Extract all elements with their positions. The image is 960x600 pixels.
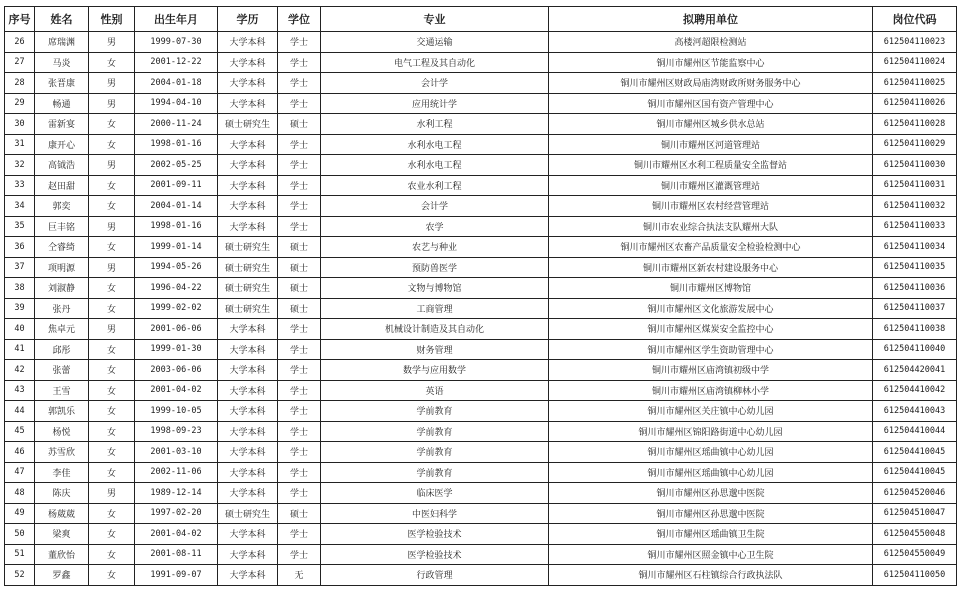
table-row [5,360,957,381]
cell-birthdate: 2001-04-02 [135,524,218,545]
cell-position-code: 612504110031 [873,175,957,196]
cell-name: 焦卓元 [35,319,89,340]
cell-degree: 学士 [278,483,321,504]
cell-degree: 硕士 [278,503,321,524]
cell-name: 苏雪欣 [35,442,89,463]
cell-position-code: 612504110030 [873,155,957,176]
cell-birthdate: 1999-10-05 [135,401,218,422]
cell-gender: 女 [89,339,135,360]
cell-education: 大学本科 [218,216,278,237]
cell-major: 电气工程及其自动化 [321,52,549,73]
cell-name: 张丹 [35,298,89,319]
cell-index: 49 [5,503,35,524]
cell-position-code: 612504110036 [873,278,957,299]
table-row [5,237,957,258]
header-name: 姓名 [35,7,89,32]
cell-birthdate: 2001-08-11 [135,544,218,565]
cell-position-code: 612504410045 [873,442,957,463]
cell-name: 王雪 [35,380,89,401]
cell-major: 文物与博物馆 [321,278,549,299]
cell-major: 预防兽医学 [321,257,549,278]
table-row [5,52,957,73]
cell-position-code: 612504110038 [873,319,957,340]
cell-gender: 男 [89,483,135,504]
cell-employer: 铜川市耀州区照金镇中心卫生院 [549,544,873,565]
cell-degree: 学士 [278,93,321,114]
cell-major: 农艺与种业 [321,237,549,258]
cell-gender: 女 [89,442,135,463]
cell-gender: 女 [89,544,135,565]
cell-index: 40 [5,319,35,340]
cell-index: 52 [5,565,35,586]
cell-education: 大学本科 [218,319,278,340]
cell-major: 水利水电工程 [321,134,549,155]
header-index: 序号 [5,7,35,32]
cell-degree: 无 [278,565,321,586]
cell-degree: 学士 [278,32,321,53]
cell-employer: 铜川市耀州区庙湾镇初级中学 [549,360,873,381]
table-row [5,175,957,196]
header-gender: 性别 [89,7,135,32]
cell-birthdate: 1999-01-30 [135,339,218,360]
cell-major: 学前教育 [321,421,549,442]
cell-index: 41 [5,339,35,360]
cell-position-code: 612504110029 [873,134,957,155]
cell-name: 刘淑静 [35,278,89,299]
cell-index: 47 [5,462,35,483]
cell-index: 38 [5,278,35,299]
table-row [5,134,957,155]
cell-education: 大学本科 [218,93,278,114]
cell-employer: 铜川市耀州区瑶曲镇卫生院 [549,524,873,545]
cell-birthdate: 1994-04-10 [135,93,218,114]
table-row [5,155,957,176]
table-row [5,93,957,114]
cell-employer: 高楼河超限检测站 [549,32,873,53]
cell-birthdate: 1996-04-22 [135,278,218,299]
cell-gender: 男 [89,257,135,278]
cell-employer: 铜川市耀州区孙思邈中医院 [549,503,873,524]
cell-education: 大学本科 [218,565,278,586]
cell-index: 44 [5,401,35,422]
cell-name: 席瑞渊 [35,32,89,53]
cell-name: 康开心 [35,134,89,155]
cell-education: 硕士研究生 [218,298,278,319]
cell-employer: 铜川市耀州区学生资助管理中心 [549,339,873,360]
cell-position-code: 612504110023 [873,32,957,53]
cell-education: 大学本科 [218,462,278,483]
cell-employer: 铜川市耀州区新农村建设服务中心 [549,257,873,278]
cell-name: 畅通 [35,93,89,114]
cell-name: 杨葳葳 [35,503,89,524]
table-row [5,442,957,463]
cell-major: 水利工程 [321,114,549,135]
cell-degree: 学士 [278,544,321,565]
cell-position-code: 612504110037 [873,298,957,319]
table-row [5,565,957,586]
cell-name: 项明源 [35,257,89,278]
cell-education: 硕士研究生 [218,278,278,299]
cell-position-code: 612504110050 [873,565,957,586]
table-row [5,196,957,217]
cell-employer: 铜川市耀州区农村经营管理站 [549,196,873,217]
cell-name: 杨悦 [35,421,89,442]
cell-position-code: 612504110024 [873,52,957,73]
cell-position-code: 612504110025 [873,73,957,94]
cell-degree: 学士 [278,155,321,176]
cell-position-code: 612504410044 [873,421,957,442]
table-row [5,216,957,237]
cell-major: 医学检验技术 [321,544,549,565]
cell-gender: 女 [89,524,135,545]
cell-position-code: 612504110040 [873,339,957,360]
cell-employer: 铜川市耀州区孙思邈中医院 [549,483,873,504]
cell-major: 中医妇科学 [321,503,549,524]
cell-gender: 女 [89,52,135,73]
cell-education: 大学本科 [218,544,278,565]
cell-name: 赵田甜 [35,175,89,196]
cell-index: 46 [5,442,35,463]
cell-birthdate: 1998-01-16 [135,216,218,237]
cell-education: 硕士研究生 [218,237,278,258]
cell-position-code: 612504110028 [873,114,957,135]
cell-name: 李佳 [35,462,89,483]
header-row [5,7,957,32]
cell-employer: 铜川市耀州区城乡供水总站 [549,114,873,135]
cell-position-code: 612504550048 [873,524,957,545]
cell-gender: 女 [89,196,135,217]
cell-degree: 学士 [278,339,321,360]
cell-degree: 硕士 [278,278,321,299]
cell-education: 大学本科 [218,401,278,422]
cell-major: 医学检验技术 [321,524,549,545]
header-position-code: 岗位代码 [873,7,957,32]
header-birthdate: 出生年月 [135,7,218,32]
cell-employer: 铜川市耀州区博物馆 [549,278,873,299]
cell-index: 35 [5,216,35,237]
cell-employer: 铜川市耀州区文化旅游发展中心 [549,298,873,319]
cell-index: 28 [5,73,35,94]
cell-birthdate: 2000-11-24 [135,114,218,135]
cell-birthdate: 1999-07-30 [135,32,218,53]
cell-major: 会计学 [321,73,549,94]
table-row [5,278,957,299]
cell-index: 30 [5,114,35,135]
cell-gender: 女 [89,421,135,442]
cell-major: 交通运输 [321,32,549,53]
cell-major: 英语 [321,380,549,401]
cell-education: 大学本科 [218,380,278,401]
cell-position-code: 612504550049 [873,544,957,565]
header-education: 学历 [218,7,278,32]
cell-birthdate: 1989-12-14 [135,483,218,504]
cell-gender: 女 [89,462,135,483]
cell-name: 邱彤 [35,339,89,360]
cell-birthdate: 1999-01-14 [135,237,218,258]
cell-birthdate: 2001-09-11 [135,175,218,196]
cell-degree: 学士 [278,360,321,381]
cell-position-code: 612504410045 [873,462,957,483]
table-row [5,380,957,401]
cell-gender: 男 [89,73,135,94]
cell-education: 大学本科 [218,134,278,155]
cell-major: 工商管理 [321,298,549,319]
cell-employer: 铜川市耀州区国有资产管理中心 [549,93,873,114]
cell-employer: 铜川市耀州区节能监察中心 [549,52,873,73]
cell-degree: 学士 [278,196,321,217]
cell-education: 硕士研究生 [218,114,278,135]
cell-education: 大学本科 [218,52,278,73]
cell-gender: 女 [89,134,135,155]
cell-index: 27 [5,52,35,73]
cell-name: 雷新宴 [35,114,89,135]
table-body [5,32,957,586]
cell-birthdate: 2002-05-25 [135,155,218,176]
cell-major: 农学 [321,216,549,237]
cell-position-code: 612504110035 [873,257,957,278]
cell-index: 43 [5,380,35,401]
cell-index: 29 [5,93,35,114]
cell-name: 张晋康 [35,73,89,94]
cell-birthdate: 2004-01-14 [135,196,218,217]
cell-education: 大学本科 [218,421,278,442]
cell-employer: 铜川市耀州区石柱镇综合行政执法队 [549,565,873,586]
cell-position-code: 612504510047 [873,503,957,524]
cell-birthdate: 2001-04-02 [135,380,218,401]
cell-gender: 女 [89,114,135,135]
cell-degree: 学士 [278,421,321,442]
cell-position-code: 612504110034 [873,237,957,258]
cell-employer: 铜川市农业综合执法支队耀州大队 [549,216,873,237]
table-row [5,73,957,94]
cell-position-code: 612504420041 [873,360,957,381]
cell-birthdate: 1999-02-02 [135,298,218,319]
cell-major: 行政管理 [321,565,549,586]
cell-index: 50 [5,524,35,545]
cell-degree: 学士 [278,52,321,73]
cell-degree: 学士 [278,216,321,237]
cell-degree: 硕士 [278,114,321,135]
cell-degree: 学士 [278,319,321,340]
cell-gender: 男 [89,155,135,176]
cell-degree: 硕士 [278,257,321,278]
cell-position-code: 612504110032 [873,196,957,217]
cell-education: 大学本科 [218,32,278,53]
cell-gender: 男 [89,319,135,340]
cell-major: 学前教育 [321,442,549,463]
cell-employer: 铜川市耀州区煤炭安全监控中心 [549,319,873,340]
cell-gender: 男 [89,32,135,53]
table-row [5,421,957,442]
cell-name: 罗鑫 [35,565,89,586]
cell-index: 26 [5,32,35,53]
header-degree: 学位 [278,7,321,32]
cell-gender: 男 [89,93,135,114]
cell-index: 32 [5,155,35,176]
cell-degree: 硕士 [278,298,321,319]
cell-major: 农业水利工程 [321,175,549,196]
table-row [5,114,957,135]
cell-birthdate: 2001-03-10 [135,442,218,463]
cell-education: 大学本科 [218,360,278,381]
cell-birthdate: 1994-05-26 [135,257,218,278]
cell-major: 应用统计学 [321,93,549,114]
cell-degree: 学士 [278,380,321,401]
cell-index: 36 [5,237,35,258]
cell-gender: 女 [89,360,135,381]
cell-position-code: 612504410042 [873,380,957,401]
cell-major: 学前教育 [321,401,549,422]
cell-position-code: 612504110026 [873,93,957,114]
cell-major: 会计学 [321,196,549,217]
cell-gender: 女 [89,237,135,258]
cell-degree: 学士 [278,462,321,483]
cell-education: 大学本科 [218,339,278,360]
cell-gender: 男 [89,216,135,237]
cell-index: 51 [5,544,35,565]
cell-name: 郭奕 [35,196,89,217]
cell-employer: 铜川市耀州区财政局庙湾财政所财务服务中心 [549,73,873,94]
cell-education: 大学本科 [218,524,278,545]
cell-degree: 学士 [278,175,321,196]
cell-education: 大学本科 [218,175,278,196]
cell-employer: 铜川市耀州区锦阳路街道中心幼儿园 [549,421,873,442]
cell-gender: 女 [89,175,135,196]
cell-position-code: 612504520046 [873,483,957,504]
cell-index: 33 [5,175,35,196]
cell-gender: 女 [89,565,135,586]
cell-birthdate: 2001-12-22 [135,52,218,73]
cell-index: 31 [5,134,35,155]
cell-name: 高钺浩 [35,155,89,176]
cell-position-code: 612504110033 [873,216,957,237]
cell-degree: 学士 [278,442,321,463]
cell-major: 财务管理 [321,339,549,360]
personnel-table [4,6,957,586]
cell-position-code: 612504410043 [873,401,957,422]
cell-index: 48 [5,483,35,504]
cell-employer: 铜川市耀州区瑶曲镇中心幼儿园 [549,462,873,483]
cell-major: 水利水电工程 [321,155,549,176]
cell-gender: 女 [89,401,135,422]
cell-employer: 铜川市耀州区农畜产品质量安全检验检测中心 [549,237,873,258]
table-row [5,462,957,483]
cell-employer: 铜川市耀州区河道管理站 [549,134,873,155]
cell-gender: 女 [89,503,135,524]
table-row [5,298,957,319]
table-row [5,401,957,422]
table-row [5,319,957,340]
cell-employer: 铜川市耀州区水利工程质量安全监督站 [549,155,873,176]
cell-birthdate: 1998-09-23 [135,421,218,442]
cell-major: 学前教育 [321,462,549,483]
cell-degree: 学士 [278,134,321,155]
cell-birthdate: 1997-02-20 [135,503,218,524]
header-employer: 拟聘用单位 [549,7,873,32]
cell-birthdate: 1998-01-16 [135,134,218,155]
table-row [5,339,957,360]
cell-name: 陈庆 [35,483,89,504]
cell-employer: 铜川市耀州区关庄镇中心幼儿园 [549,401,873,422]
cell-education: 大学本科 [218,196,278,217]
cell-name: 张蕾 [35,360,89,381]
cell-birthdate: 2001-06-06 [135,319,218,340]
cell-name: 郭凯乐 [35,401,89,422]
cell-education: 大学本科 [218,442,278,463]
cell-employer: 铜川市耀州区瑶曲镇中心幼儿园 [549,442,873,463]
cell-education: 大学本科 [218,155,278,176]
cell-birthdate: 2004-01-18 [135,73,218,94]
cell-education: 硕士研究生 [218,503,278,524]
cell-index: 39 [5,298,35,319]
cell-gender: 女 [89,278,135,299]
cell-degree: 学士 [278,73,321,94]
cell-major: 数学与应用数学 [321,360,549,381]
cell-major: 临床医学 [321,483,549,504]
cell-name: 梁爽 [35,524,89,545]
cell-birthdate: 1991-09-07 [135,565,218,586]
table-row [5,544,957,565]
table-row [5,524,957,545]
cell-education: 硕士研究生 [218,257,278,278]
cell-birthdate: 2003-06-06 [135,360,218,381]
cell-gender: 女 [89,298,135,319]
cell-index: 34 [5,196,35,217]
cell-education: 大学本科 [218,483,278,504]
cell-index: 42 [5,360,35,381]
cell-degree: 硕士 [278,237,321,258]
cell-index: 45 [5,421,35,442]
cell-name: 仝睿绮 [35,237,89,258]
table-row [5,257,957,278]
cell-degree: 学士 [278,401,321,422]
cell-employer: 铜川市耀州区灌溉管理站 [549,175,873,196]
table-row [5,503,957,524]
cell-birthdate: 2002-11-06 [135,462,218,483]
cell-employer: 铜川市耀州区庙湾镇柳林小学 [549,380,873,401]
cell-index: 37 [5,257,35,278]
cell-name: 巨丰铭 [35,216,89,237]
table-row [5,32,957,53]
cell-name: 董欣怡 [35,544,89,565]
header-major: 专业 [321,7,549,32]
cell-education: 大学本科 [218,73,278,94]
cell-degree: 学士 [278,524,321,545]
table-row [5,483,957,504]
cell-gender: 女 [89,380,135,401]
cell-name: 马炎 [35,52,89,73]
cell-major: 机械设计制造及其自动化 [321,319,549,340]
